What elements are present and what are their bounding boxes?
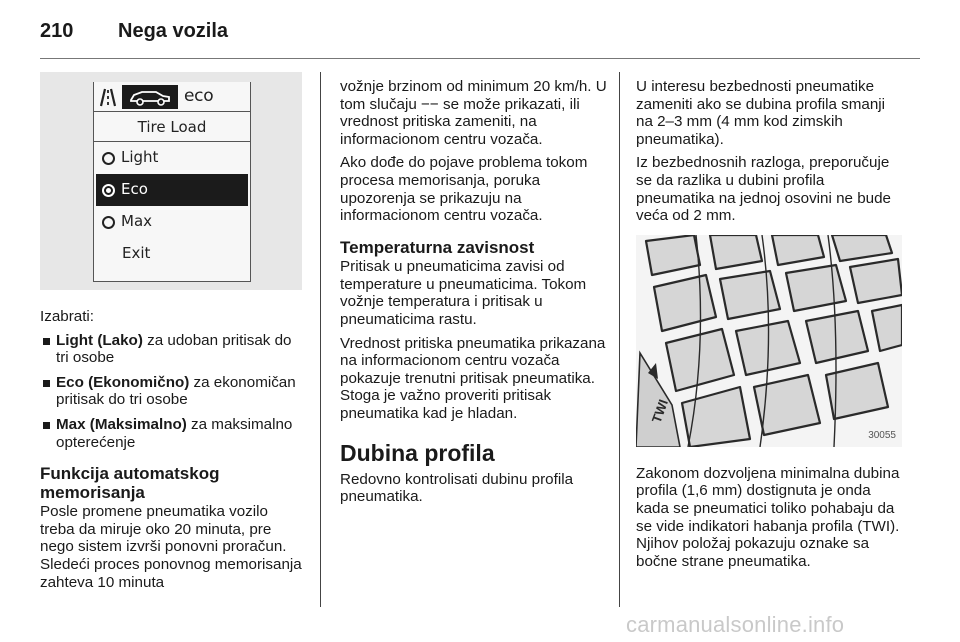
term: Eco (Ekonomično) bbox=[56, 373, 190, 391]
option-eco[interactable] bbox=[96, 174, 248, 206]
display-screen bbox=[93, 82, 251, 282]
option-label: Eco bbox=[121, 180, 148, 199]
term-description: za ekonomičan pritisak do tri osobe bbox=[56, 373, 296, 409]
term-description: za udoban pritisak do tri osobe bbox=[56, 331, 292, 367]
list-item bbox=[40, 416, 306, 451]
radio-selected-icon bbox=[102, 184, 115, 197]
tire-load-display-figure bbox=[40, 72, 302, 290]
paragraph: Pritisak u pneumaticima zavisi od temperature u pneumaticima. Tokom vožnje temperatura i pritisak u pneumaticima rastu. bbox=[340, 258, 587, 329]
eco-label: eco bbox=[184, 85, 214, 106]
section-heading-temperature: Temperaturna zavisnost bbox=[340, 237, 535, 257]
page-number: 210 bbox=[40, 20, 74, 42]
page-title: Nega vozila bbox=[118, 20, 229, 42]
paragraph: Posle promene pneumatika vozilo treba da miruje oko 20 minuta, pre nego sistem izvrši ponovni proračun. Sledeći proces ponovnog memorisanja zahteva 10 minuta bbox=[40, 503, 302, 591]
column-1 bbox=[40, 72, 306, 597]
tire-tread-figure bbox=[636, 235, 902, 447]
figure-number: 30055 bbox=[868, 430, 896, 442]
term: Light (Lako) bbox=[56, 331, 143, 349]
column-divider-1 bbox=[320, 72, 321, 607]
option-label: Max bbox=[121, 212, 153, 231]
twi-label: TWI bbox=[648, 397, 671, 425]
paragraph: Iz bezbednosnih razloga, preporučuje se da razlika u dubini profila pneumatika na jednoj osovini ne bude veća od 2 mm. bbox=[636, 154, 891, 225]
list-item bbox=[40, 374, 306, 409]
paragraph: Vrednost pritiska pneumatika prikazana na informacionom centru vozača pokazuje trenutni pritisak pneumatika. Stoga je važno proveriti pritisak pneumatika kad je hladan. bbox=[340, 334, 606, 422]
option-exit[interactable]: Exit bbox=[122, 244, 151, 263]
car-icon bbox=[122, 85, 178, 109]
section-heading-auto-memorize: Funkcija automatskog memorisanja bbox=[40, 464, 220, 502]
paragraph: vožnje brzinom od minimum 20 km/h. U tom slučaju −− se može prikazati, ili vrednost pritiska zameniti, na informacionom centru vozača. bbox=[340, 78, 607, 148]
watermark: carmanualsonline.info bbox=[626, 612, 845, 637]
column-divider-2 bbox=[619, 72, 620, 607]
option-label: Light bbox=[121, 148, 159, 167]
term: Max (Maksimalno) bbox=[56, 415, 187, 433]
display-title: Tire Load bbox=[94, 112, 250, 142]
option-light[interactable] bbox=[94, 142, 250, 174]
option-max[interactable] bbox=[94, 206, 250, 238]
term-description: za maksimalno opterećenje bbox=[56, 415, 293, 451]
intro-text: Izabrati: bbox=[40, 308, 95, 325]
tire-tread-illustration bbox=[636, 235, 902, 447]
road-icon bbox=[98, 85, 116, 109]
page-header bbox=[40, 20, 228, 46]
radio-icon bbox=[102, 152, 115, 165]
list-item bbox=[40, 332, 306, 367]
option-list bbox=[40, 332, 306, 452]
paragraph: Zakonom dozvoljena minimalna dubina profila (1,6 mm) dostignuta je onda kada se pneumatici toliko pohabaju da se vide indikatori habanja profila (TWI). Njihov položaj pokazuju oznake sa bočne strane pneumatika. bbox=[636, 464, 900, 570]
paragraph: Ako dođe do pojave problema tokom procesa memorisanja, poruka upozorenja se prikazuju na informacionom centru vozača. bbox=[340, 154, 588, 225]
paragraph: U interesu bezbednosti pneumatike zameniti ako se dubina profila smanji na 2–3 mm (4 mm kod zimskih pneumatika). bbox=[636, 78, 886, 148]
header-rule bbox=[40, 58, 920, 59]
section-title-tread-depth: Dubina profila bbox=[340, 439, 495, 466]
paragraph: Redovno kontrolisati dubinu profila pneumatika. bbox=[340, 470, 574, 506]
column-2 bbox=[340, 78, 608, 512]
radio-icon bbox=[102, 216, 115, 229]
column-3 bbox=[636, 78, 902, 576]
display-top-bar bbox=[94, 82, 250, 112]
